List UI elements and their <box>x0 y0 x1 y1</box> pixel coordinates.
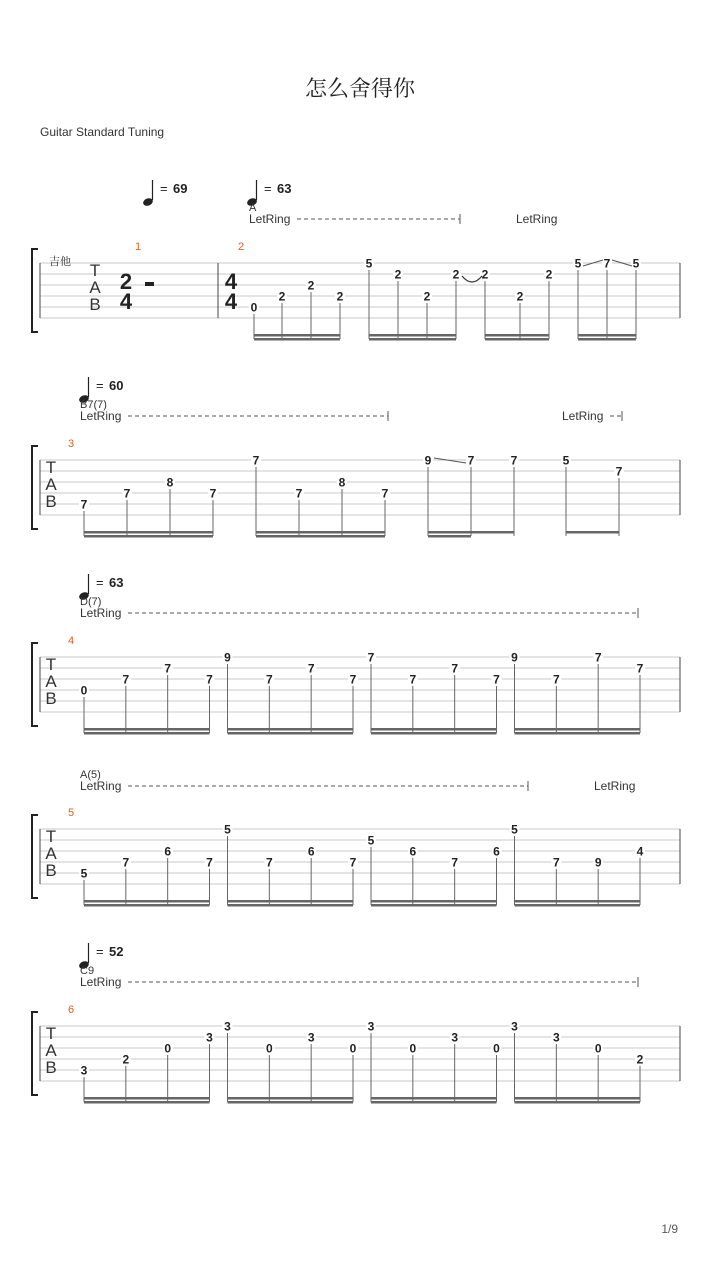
let-ring-label: LetRing <box>80 975 122 989</box>
tempo-equals: = <box>96 944 104 959</box>
tempo-value: 69 <box>173 181 188 196</box>
fret-number: 3 <box>451 1030 459 1045</box>
fret-number: 3 <box>224 1019 231 1034</box>
beam <box>228 904 354 907</box>
beam <box>228 900 354 903</box>
fret-number: 7 <box>467 453 475 468</box>
beam <box>485 338 549 341</box>
beam <box>254 338 340 341</box>
fret-number: 7 <box>123 486 131 501</box>
fret-number: 2 <box>336 289 344 304</box>
let-ring-label: LetRing <box>80 409 122 423</box>
fret-number: 5 <box>367 833 375 848</box>
tab-clef-letter: T <box>89 261 101 280</box>
system-bracket <box>32 815 38 898</box>
tab-clef-letter: T <box>45 827 57 846</box>
tempo-value: 60 <box>109 378 124 393</box>
tab-clef-letter: A <box>89 278 101 297</box>
fret-number: 3 <box>80 1063 88 1078</box>
fret-number: 7 <box>594 650 602 665</box>
fret-number: 0 <box>409 1041 417 1056</box>
tab-clef-letter: T <box>45 1024 57 1043</box>
fret-number: 7 <box>367 650 375 665</box>
time-sig-bottom: 4 <box>119 289 133 314</box>
instrument-name: 吉他 <box>49 256 71 268</box>
beam <box>566 531 619 534</box>
fret-number: 2 <box>545 267 553 282</box>
beam <box>84 1097 210 1100</box>
beam <box>84 1101 210 1104</box>
beam <box>485 334 549 337</box>
tab-clef-letter: A <box>45 672 57 691</box>
beam <box>515 1097 641 1100</box>
fret-number: 7 <box>209 486 217 501</box>
fret-number: 7 <box>164 661 172 676</box>
beam <box>84 728 210 731</box>
song-title: 怎么舍得你 <box>304 77 415 102</box>
fret-number: 7 <box>349 855 357 870</box>
fret-number: 7 <box>552 855 560 870</box>
half-rest-icon <box>145 282 154 286</box>
fret-number: 0 <box>594 1041 602 1056</box>
fret-number: 5 <box>224 822 231 837</box>
measure-number: 2 <box>238 241 245 253</box>
chord-name: B7(7) <box>80 399 107 411</box>
fret-number: 2 <box>122 1052 130 1067</box>
let-ring-label: LetRing <box>594 779 636 793</box>
tempo-value: 63 <box>277 181 292 196</box>
tempo-equals: = <box>160 181 168 196</box>
fret-number: 2 <box>394 267 402 282</box>
tab-clef-letter: B <box>45 492 57 511</box>
fret-number: 3 <box>206 1030 213 1045</box>
tempo-value: 52 <box>109 944 124 959</box>
fret-number: 7 <box>552 672 560 687</box>
fret-number: 0 <box>493 1041 500 1056</box>
fret-number: 7 <box>493 672 500 687</box>
tab-clef-letter: T <box>45 458 57 477</box>
beam <box>371 732 497 735</box>
tab-clef-letter: B <box>45 689 57 708</box>
fret-number: 2 <box>423 289 431 304</box>
fret-number: 9 <box>424 453 432 468</box>
fret-number: 5 <box>365 256 373 271</box>
beam <box>515 728 641 731</box>
let-ring-label: LetRing <box>562 409 604 423</box>
beam <box>371 1101 497 1104</box>
fret-number: 0 <box>250 300 258 315</box>
beam <box>84 531 213 534</box>
fret-number: 0 <box>80 683 88 698</box>
fret-number: 5 <box>80 866 88 881</box>
time-sig-top: 4 <box>224 269 238 294</box>
fret-number: 5 <box>632 256 640 271</box>
fret-number: 2 <box>278 289 286 304</box>
beam <box>369 334 456 337</box>
fret-number: 6 <box>493 844 500 859</box>
fret-number: 2 <box>307 278 315 293</box>
fret-number: 7 <box>265 672 273 687</box>
beam <box>371 900 497 903</box>
tab-clef-letter: B <box>45 861 57 880</box>
fret-number: 0 <box>164 1041 172 1056</box>
fret-number: 7 <box>265 855 273 870</box>
tempo-value: 63 <box>109 575 124 590</box>
fret-number: 2 <box>516 289 524 304</box>
tab-clef-letter: B <box>45 1058 57 1077</box>
measure-number: 6 <box>68 1004 75 1016</box>
tempo-equals: = <box>264 181 272 196</box>
fret-number: 0 <box>349 1041 357 1056</box>
let-ring-label: LetRing <box>80 779 122 793</box>
let-ring-label: LetRing <box>80 606 122 620</box>
measure-number: 1 <box>135 241 142 253</box>
beam <box>515 732 641 735</box>
fret-number: 5 <box>562 453 570 468</box>
fret-number: 8 <box>338 475 346 490</box>
system-bracket <box>32 249 38 332</box>
fret-number: 7 <box>409 672 417 687</box>
fret-number: 6 <box>164 844 172 859</box>
tab-clef-letter: T <box>45 655 57 674</box>
fret-number: 7 <box>206 855 213 870</box>
beam <box>84 900 210 903</box>
beam <box>84 904 210 907</box>
beam <box>84 732 210 735</box>
beam <box>578 334 636 337</box>
fret-number: 7 <box>252 453 260 468</box>
let-ring-label: LetRing <box>249 212 291 226</box>
fret-number: 9 <box>594 855 602 870</box>
beam <box>228 728 354 731</box>
fret-number: 7 <box>295 486 303 501</box>
fret-number: 7 <box>510 453 518 468</box>
measure-number: 4 <box>68 635 75 647</box>
fret-number: 3 <box>552 1030 560 1045</box>
tempo-equals: = <box>96 575 104 590</box>
beam <box>515 900 641 903</box>
chord-name: A(5) <box>80 769 101 781</box>
fret-number: 7 <box>603 256 611 271</box>
let-ring-label: LetRing <box>516 212 558 226</box>
chord-name: A <box>249 202 257 214</box>
fret-number: 7 <box>381 486 389 501</box>
beam <box>228 1097 354 1100</box>
tempo-equals: = <box>96 378 104 393</box>
fret-number: 2 <box>481 267 489 282</box>
time-sig-bottom: 4 <box>224 289 238 314</box>
page-number: 1/9 <box>661 1222 678 1236</box>
beam <box>428 531 514 534</box>
fret-number: 7 <box>636 661 644 676</box>
fret-number: 5 <box>574 256 582 271</box>
fret-number: 7 <box>615 464 623 479</box>
beam <box>515 904 641 907</box>
beam <box>228 1101 354 1104</box>
beam <box>428 535 471 538</box>
fret-number: 3 <box>367 1019 375 1034</box>
fret-number: 9 <box>511 650 518 665</box>
fret-number: 4 <box>636 844 644 859</box>
beam <box>369 338 456 341</box>
system-bracket <box>32 446 38 529</box>
time-sig-top: 2 <box>119 269 133 294</box>
fret-number: 7 <box>349 672 357 687</box>
beam <box>371 1097 497 1100</box>
beam <box>256 535 385 538</box>
beam <box>256 531 385 534</box>
measure-number: 5 <box>68 807 75 819</box>
fret-number: 3 <box>511 1019 518 1034</box>
fret-number: 7 <box>122 855 130 870</box>
beam <box>578 338 636 341</box>
beam <box>84 535 213 538</box>
fret-number: 6 <box>409 844 417 859</box>
fret-number: 8 <box>166 475 174 490</box>
fret-number: 6 <box>307 844 315 859</box>
fret-number: 3 <box>307 1030 315 1045</box>
fret-number: 2 <box>636 1052 644 1067</box>
fret-number: 7 <box>80 497 88 512</box>
beam <box>228 732 354 735</box>
tie-arc <box>462 276 482 282</box>
fret-number: 9 <box>224 650 231 665</box>
tab-clef-letter: A <box>45 844 57 863</box>
fret-number: 7 <box>451 855 459 870</box>
fret-number: 7 <box>206 672 213 687</box>
beam <box>371 728 497 731</box>
tab-clef-letter: A <box>45 1041 57 1060</box>
system-bracket <box>32 643 38 726</box>
chord-name: C9 <box>80 965 95 977</box>
measure-number: 3 <box>68 438 75 450</box>
beam <box>254 334 340 337</box>
fret-number: 7 <box>451 661 459 676</box>
fret-number: 5 <box>511 822 518 837</box>
tuning-label: Guitar Standard Tuning <box>40 125 165 139</box>
tab-clef-letter: A <box>45 475 57 494</box>
fret-number: 0 <box>265 1041 273 1056</box>
beam <box>371 904 497 907</box>
fret-number: 7 <box>122 672 130 687</box>
fret-number: 2 <box>452 267 460 282</box>
tab-clef-letter: B <box>89 295 101 314</box>
beam <box>515 1101 641 1104</box>
fret-number: 7 <box>307 661 315 676</box>
system-bracket <box>32 1012 38 1095</box>
chord-name: D(7) <box>80 596 102 608</box>
